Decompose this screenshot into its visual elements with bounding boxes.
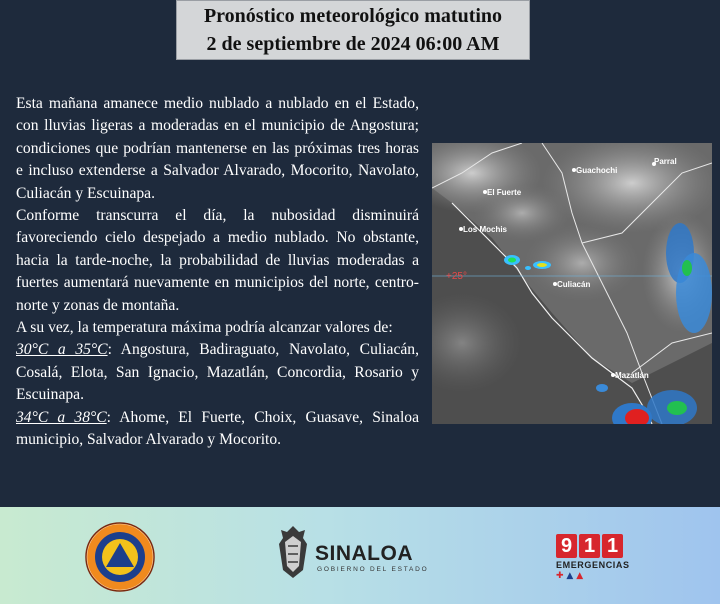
- sinaloa-coat-of-arms-icon: [277, 524, 309, 580]
- temperature-range-2: [16, 407, 419, 452]
- map-label-latitude: +25°: [446, 271, 467, 282]
- satellite-map: [432, 143, 712, 424]
- e911-digit: 9: [556, 534, 577, 558]
- paragraph-current: Esta mañana amanece medio nublado a nublado en el Estado, con lluvias ligeras a moderadas en el municipio de Angostura; condiciones que podrían mantenerse en las próximas tres horas e incluso extenderse a Salvador Alvarado, Mocorito, Navolato, Culiacán y Escuinapa.: [16, 95, 419, 202]
- paragraph-trend: Conforme transcurra el día, la nubosidad disminuirá favoreciendo cielo despejado a medio nublado. No obstante, hacia la tarde-noche, la probabilidad de lluvias moderadas a fuertes aumentará nuevamente en municipios del norte, centro-norte y zonas de montaña.: [16, 207, 419, 314]
- police-cap-icon: ▲: [566, 571, 574, 581]
- range-2-label: 34°C a 38°C: [16, 408, 107, 426]
- satellite-map-graphic: [432, 143, 712, 424]
- proteccion-civil-seal-icon: [85, 520, 155, 594]
- e911-digits: [556, 534, 628, 558]
- forecast-text: [16, 93, 419, 452]
- e911-digit: 1: [602, 534, 623, 558]
- title-line-1: Pronóstico meteorológico matutino: [203, 5, 503, 27]
- e911-wordmark: EMERGENCIAS: [556, 560, 630, 570]
- title-line-2: 2 de septiembre de 2024 06:00 AM: [206, 33, 500, 55]
- sinaloa-subtitle: GOBIERNO DEL ESTADO: [317, 566, 429, 573]
- sinaloa-wordmark: SINALOA: [315, 542, 413, 565]
- medical-cross-icon: ✚: [556, 571, 564, 581]
- emergencias-911-logo: [556, 534, 628, 594]
- map-label-culiacan: Culiacán: [557, 280, 591, 289]
- e911-digit: 1: [579, 534, 600, 558]
- range-2-municipalities: : Ahome, El Fuerte, Choix, Guasave, Sinaloa municipio, Salvador Alvarado y Mocorito.: [16, 408, 419, 449]
- title-banner: [176, 0, 530, 60]
- map-label-guachochi: Guachochi: [576, 166, 618, 175]
- temperature-range-1: [16, 339, 419, 406]
- paragraph-temperature-intro: A su vez, la temperatura máxima podría alcanzar valores de:: [16, 319, 393, 337]
- e911-service-icons: [556, 571, 628, 581]
- proteccion-civil-logo: [85, 520, 155, 594]
- fire-icon: ▲: [576, 571, 584, 581]
- range-1-municipalities: : Angostura, Badiraguato, Navolato, Culiacán, Cosalá, Elota, San Ignacio, Mazatlán, Concordia, Rosario y Escuinapa.: [16, 341, 419, 404]
- map-label-los-mochis: Los Mochis: [463, 225, 508, 234]
- map-label-parral: Parral: [654, 157, 677, 166]
- footer-logos: [0, 507, 720, 604]
- map-label-mazatlan: Mazatlán: [615, 371, 649, 380]
- map-label-el-fuerte: El Fuerte: [487, 188, 522, 197]
- range-1-label: 30°C a 35°C: [16, 341, 108, 359]
- gobierno-sinaloa-logo: [277, 524, 437, 584]
